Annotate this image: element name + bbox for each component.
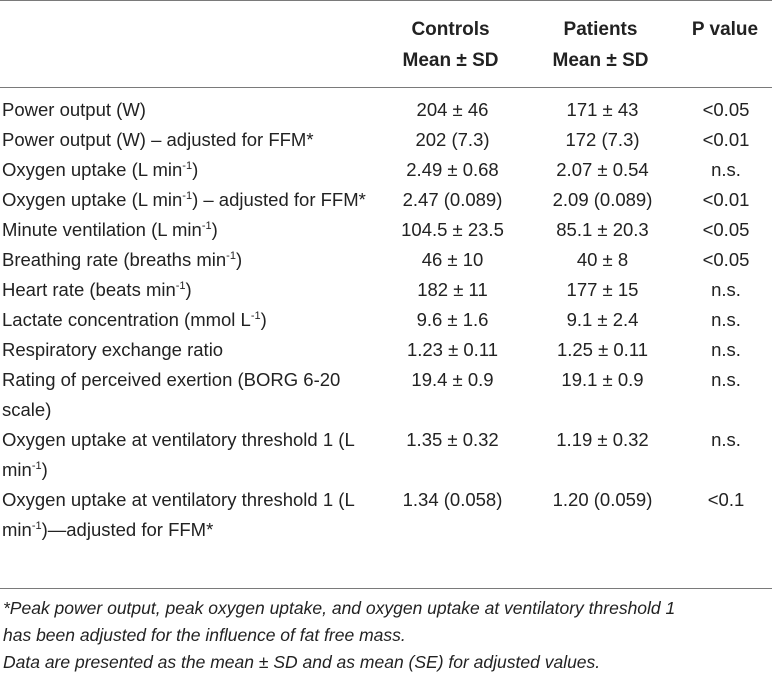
label-superscript: -1 [31,520,42,532]
label-text: ) [235,249,243,270]
patients-value: 1.19 ± 0.32 [556,429,649,450]
label-superscript: -1 [250,310,261,322]
p-value: n.s. [711,429,741,450]
footnote-line: *Peak power output, peak oxygen uptake, and oxygen uptake at ventilatory threshold 1 [3,598,676,618]
p-value: <0.05 [702,99,750,120]
patients-value: 40 ± 8 [576,249,629,270]
label-text: )—adjusted for FFM* [41,519,214,540]
label-text: ) [211,219,218,240]
patients-value: 9.1 ± 2.4 [566,309,639,330]
label-superscript: -1 [182,190,193,202]
row-label [0,365,380,425]
p-value: n.s. [711,339,741,360]
row-label [0,245,380,275]
footnotes [3,595,769,676]
label-text: ) [41,459,48,480]
label-text: Minute ventilation (L min [2,219,202,240]
patients-value: 85.1 ± 20.3 [556,219,649,240]
controls-value: 2.47 (0.089) [402,189,503,210]
header-patients-subtitle: Mean ± SD [552,50,649,71]
row-label [0,485,380,545]
footnote-line: has been adjusted for the influence of fat free mass. [3,625,406,645]
p-value: <0.01 [702,189,750,210]
patients-value: 1.25 ± 0.11 [556,339,649,360]
row-label [0,215,380,245]
label-text: Respiratory exchange ratio [2,339,224,360]
table-row [0,275,772,305]
header-controls-title: Controls [411,19,490,40]
controls-value: 2.49 ± 0.68 [406,159,499,180]
p-value: n.s. [711,159,741,180]
bottom-rule [0,588,772,589]
p-value: <0.05 [702,249,750,270]
table-row [0,95,772,125]
controls-value: 204 ± 46 [416,99,489,120]
label-text: Lactate concentration (mmol L [2,309,251,330]
controls-value: 104.5 ± 23.5 [401,219,504,240]
row-label [0,335,380,365]
table-row [0,365,772,425]
footnote-line: Data are presented as the mean ± SD and as mean (SE) for adjusted values. [3,652,601,672]
controls-value: 182 ± 11 [417,279,488,300]
patients-value: 177 ± 15 [566,279,639,300]
label-text: Power output (W) [2,99,146,120]
row-label [0,95,380,125]
data-table [0,95,772,545]
p-value: <0.01 [702,129,750,150]
header-pvalue-title: P value [691,19,759,40]
p-value: <0.05 [702,219,750,240]
label-text: Oxygen uptake at ventilatory threshold 1 (L min [2,489,355,540]
label-text: Heart rate (beats min [2,279,176,300]
row-label [0,305,380,335]
label-superscript: -1 [182,160,193,172]
table-row [0,215,772,245]
label-superscript: -1 [226,250,236,262]
patients-value: 1.20 (0.059) [552,489,653,510]
label-text: ) [192,159,199,180]
controls-value: 202 (7.3) [415,129,490,150]
header-pvalue [678,14,772,45]
p-value: n.s. [711,309,741,330]
controls-value: 46 ± 10 [421,249,484,270]
header-patients [523,14,678,76]
top-rule [0,0,772,1]
label-text: Breathing rate (breaths min [2,249,227,270]
p-value: <0.1 [707,489,745,510]
row-label [0,275,380,305]
table-row [0,245,772,275]
patients-value: 171 ± 43 [566,99,639,120]
table-row [0,335,772,365]
label-superscript: -1 [31,460,42,472]
label-text: Oxygen uptake (L min [2,189,183,210]
table-row [0,305,772,335]
controls-value: 9.6 ± 1.6 [416,309,489,330]
patients-value: 2.09 (0.089) [552,189,653,210]
label-text: ) [185,279,192,300]
p-value: n.s. [711,369,741,390]
label-text: Oxygen uptake (L min [2,159,183,180]
p-value: n.s. [711,279,741,300]
header-patients-title: Patients [563,19,638,40]
row-label [0,155,380,185]
row-label [0,425,380,485]
table-row [0,485,772,545]
label-text: ) [260,309,267,330]
patients-value: 19.1 ± 0.9 [561,369,644,390]
controls-value: 1.23 ± 0.11 [406,339,499,360]
patients-value: 172 (7.3) [565,129,640,150]
table-row [0,155,772,185]
header-rule [0,87,772,88]
row-label [0,185,380,215]
header-controls [378,14,523,76]
controls-value: 1.34 (0.058) [402,489,503,510]
table-body [0,95,772,545]
row-label [0,125,380,155]
label-text: Power output (W) – adjusted for FFM* [2,129,314,150]
label-text: Rating of perceived exertion (BORG 6-20 scale) [2,369,341,420]
controls-value: 19.4 ± 0.9 [411,369,494,390]
table-row [0,125,772,155]
table-row [0,425,772,485]
patients-value: 2.07 ± 0.54 [556,159,649,180]
label-text: ) – adjusted for FFM* [192,189,366,210]
label-superscript: -1 [175,280,186,292]
controls-value: 1.35 ± 0.32 [406,429,499,450]
label-text: Oxygen uptake at ventilatory threshold 1 (L min [2,429,355,480]
table-row [0,185,772,215]
header-controls-subtitle: Mean ± SD [402,50,499,71]
label-superscript: -1 [201,220,212,232]
